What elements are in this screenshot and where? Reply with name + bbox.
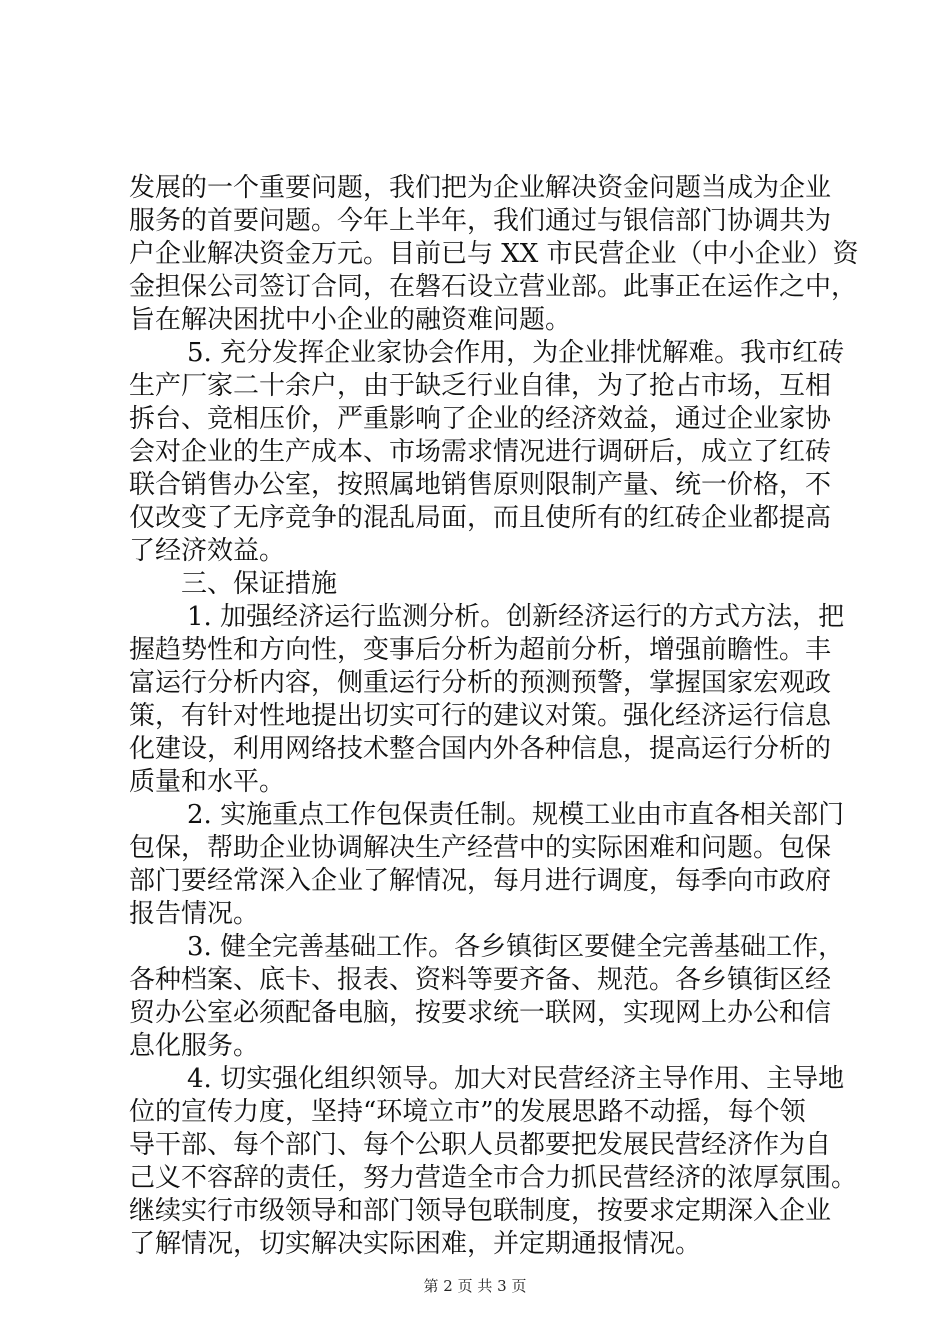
- paragraph-line: 4. 切实强化组织领导。加大对民营经济主导作用、主导地: [187, 1064, 845, 1094]
- paragraph: [129, 568, 841, 601]
- paragraph-line: 包保，帮助企业协调解决生产经营中的实际困难和问题。包保: [129, 833, 832, 863]
- paragraph-line: 5. 充分发挥企业家协会作用，为企业排忧解难。我市红砖: [187, 338, 845, 368]
- paragraph-line: 策，有针对性地提出切实可行的建议对策。强化经济运行信息: [129, 701, 832, 731]
- paragraph-line: 了解情况，切实解决实际困难，并定期通报情况。: [129, 1229, 702, 1259]
- paragraph-line: 户企业解决资金万元。目前已与 XX 市民营企业（中小企业）资: [129, 239, 859, 269]
- paragraph-line: 会对企业的生产成本、市场需求情况进行调研后，成立了红砖: [129, 437, 832, 467]
- section-heading: 三、保证措施: [181, 569, 338, 599]
- paragraph: [129, 601, 845, 799]
- paragraph-line: 联合销售办公室，按照属地销售原则限制产量、统一价格，不: [129, 470, 832, 500]
- paragraph: [129, 172, 859, 337]
- paragraph-line: 3. 健全完善基础工作。各乡镇街区要健全完善基础工作，: [187, 932, 845, 962]
- paragraph-line: 继续实行市级领导和部门领导包联制度，按要求定期深入企业: [129, 1196, 832, 1226]
- document-body: [129, 172, 859, 1261]
- paragraph: [129, 931, 845, 1063]
- paragraph-line: 各种档案、底卡、报表、资料等要齐备、规范。各乡镇街区经: [129, 965, 832, 995]
- paragraph-line: 生产厂家二十余户，由于缺乏行业自律，为了抢占市场，互相: [129, 371, 832, 401]
- paragraph-line: 旨在解决困扰中小企业的融资难问题。: [129, 305, 572, 335]
- paragraph-line: 部门要经常深入企业了解情况，每月进行调度，每季向市政府: [129, 866, 832, 896]
- paragraph-line: 息化服务。: [129, 1031, 260, 1061]
- paragraph-line: 发展的一个重要问题，我们把为企业解决资金问题当成为企业: [129, 173, 832, 203]
- paragraph-line: 金担保公司签订合同，在磐石设立营业部。此事正在运作之中，: [129, 272, 858, 302]
- paragraph-line: 富运行分析内容，侧重运行分析的预测预警，掌握国家宏观政: [129, 668, 832, 698]
- paragraph-line: 质量和水平。: [129, 767, 286, 797]
- page-number-footer: 第 2 页 共 3 页: [423, 1277, 527, 1295]
- paragraph-line: 仅改变了无序竞争的混乱局面，而且使所有的红砖企业都提高: [129, 503, 832, 533]
- paragraph-line: 化建设，利用网络技术整合国内外各种信息，提高运行分析的: [129, 734, 832, 764]
- paragraph-line: 1. 加强经济运行监测分析。创新经济运行的方式方法，把: [187, 602, 845, 632]
- paragraph: [129, 799, 845, 931]
- paragraph-line: 了经济效益。: [129, 536, 286, 566]
- paragraph-line: 服务的首要问题。今年上半年，我们通过与银信部门协调共为: [129, 206, 832, 236]
- paragraph: [129, 337, 845, 568]
- paragraph-line: 2. 实施重点工作包保责任制。规模工业由市直各相关部门: [187, 800, 845, 830]
- paragraph: [129, 1063, 858, 1261]
- paragraph-line: 报告情况。: [129, 899, 260, 929]
- paragraph-line: 握趋势性和方向性，变事后分析为超前分析，增强前瞻性。丰: [129, 635, 832, 665]
- paragraph-line: 位的宣传力度，坚持“环境立市”的发展思路不动摇，每个领: [129, 1097, 806, 1127]
- paragraph-line: 贸办公室必须配备电脑，按要求统一联网，实现网上办公和信: [129, 998, 832, 1028]
- paragraph-line: 导干部、每个部门、每个公职人员都要把发展民营经济作为自: [129, 1130, 832, 1160]
- paragraph-line: 己义不容辞的责任，努力营造全市合力抓民营经济的浓厚氛围。: [129, 1163, 858, 1193]
- paragraph-line: 拆台、竞相压价，严重影响了企业的经济效益，通过企业家协: [129, 404, 832, 434]
